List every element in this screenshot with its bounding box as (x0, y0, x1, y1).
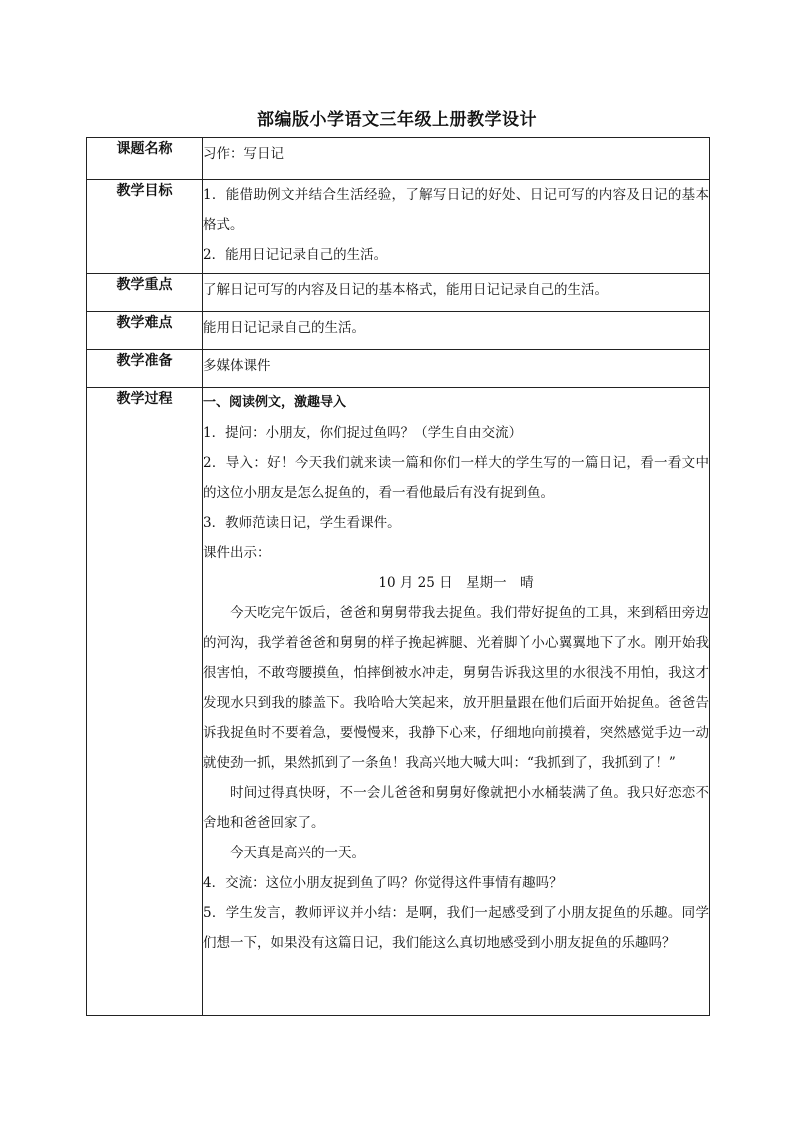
diary-paragraph: 时间过得真快呀，不一会儿爸爸和舅舅好像就把小水桶装满了鱼。我只好恋恋不舍地和爸爸回家了。 (203, 785, 709, 831)
process-step: 2．导入：好！今天我们就来读一篇和你们一样大的学生写的一篇日记，看一看文中的这位小朋友是怎么捉鱼的，看一看他最后有没有捉到鱼。 (203, 455, 709, 501)
difficulties-cell (203, 312, 710, 350)
preparation-row (87, 350, 710, 388)
goals-row (87, 180, 710, 274)
page-title: 部编版小学语文三年级上册教学设计 (257, 110, 537, 130)
key-points-value: 了解日记可写的内容及日记的基本格式，能用日记记录自己的生活。 (203, 282, 608, 298)
process-step: 4．交流：这位小朋友捉到鱼了吗？你觉得这件事情有趣吗？ (203, 875, 563, 891)
lesson-plan-table (86, 137, 710, 1016)
process-heading: 一、阅读例文，激趣导入 (203, 395, 347, 410)
difficulties-value: 能用日记记录自己的生活。 (203, 320, 365, 336)
topic-label: 课题名称 (87, 138, 203, 180)
diary-date: 10 月 25 日 星期一 晴 (378, 575, 534, 591)
key-points-label: 教学重点 (87, 274, 203, 312)
key-points-cell (203, 274, 710, 312)
diary-paragraph: 今天吃完午饭后，爸爸和舅舅带我去捉鱼。我们带好捉鱼的工具，来到稻田旁边的河沟，我学着爸爸和舅舅的样子挽起裤腿、光着脚丫小心翼翼地下了水。刚开始我很害怕，不敢弯腰摸鱼，怕摔倒被水冲走，舅舅告诉我这里的水很浅不用怕，我这才发现水只到我的膝盖下。我哈哈大笑起来，放开胆量跟在他们后面开始捉鱼。爸爸告诉我捉鱼时不要着急，要慢慢来，我静下心来，仔细地向前摸着，突然感觉手边一动就使劲一抓，果然抓到了一条鱼！我高兴地大喊大叫：“我抓到了，我抓到了！” (203, 605, 709, 771)
preparation-cell (203, 350, 710, 388)
process-cell (203, 388, 710, 1016)
process-step: 1．提问：小朋友，你们捉过鱼吗？（学生自由交流） (203, 425, 523, 441)
process-row (87, 388, 710, 1016)
goal-item: 2．能用日记记录自己的生活。 (203, 247, 388, 263)
key-points-row (87, 274, 710, 312)
process-step: 3．教师范读日记，学生看课件。 (203, 515, 401, 531)
difficulties-row (87, 312, 710, 350)
process-step: 课件出示： (203, 545, 271, 561)
preparation-label: 教学准备 (87, 350, 203, 388)
diary-paragraph: 今天真是高兴的一天。 (230, 845, 365, 861)
process-label: 教学过程 (87, 388, 203, 1016)
goals-label: 教学目标 (87, 180, 203, 274)
process-step: 5．学生发言，教师评议并小结：是啊，我们一起感受到了小朋友捉鱼的乐趣。同学们想一下，如果没有这篇日记，我们能这么真切地感受到小朋友捉鱼的乐趣吗？ (203, 905, 709, 951)
difficulties-label: 教学难点 (87, 312, 203, 350)
topic-value-cell (203, 138, 710, 180)
preparation-value: 多媒体课件 (203, 358, 271, 374)
goals-cell (203, 180, 710, 274)
topic-row (87, 138, 710, 180)
goal-item: 1．能借助例文并结合生活经验，了解写日记的好处、日记可写的内容及日记的基本格式。 (203, 187, 709, 233)
topic-value: 习作：写日记 (203, 146, 284, 162)
